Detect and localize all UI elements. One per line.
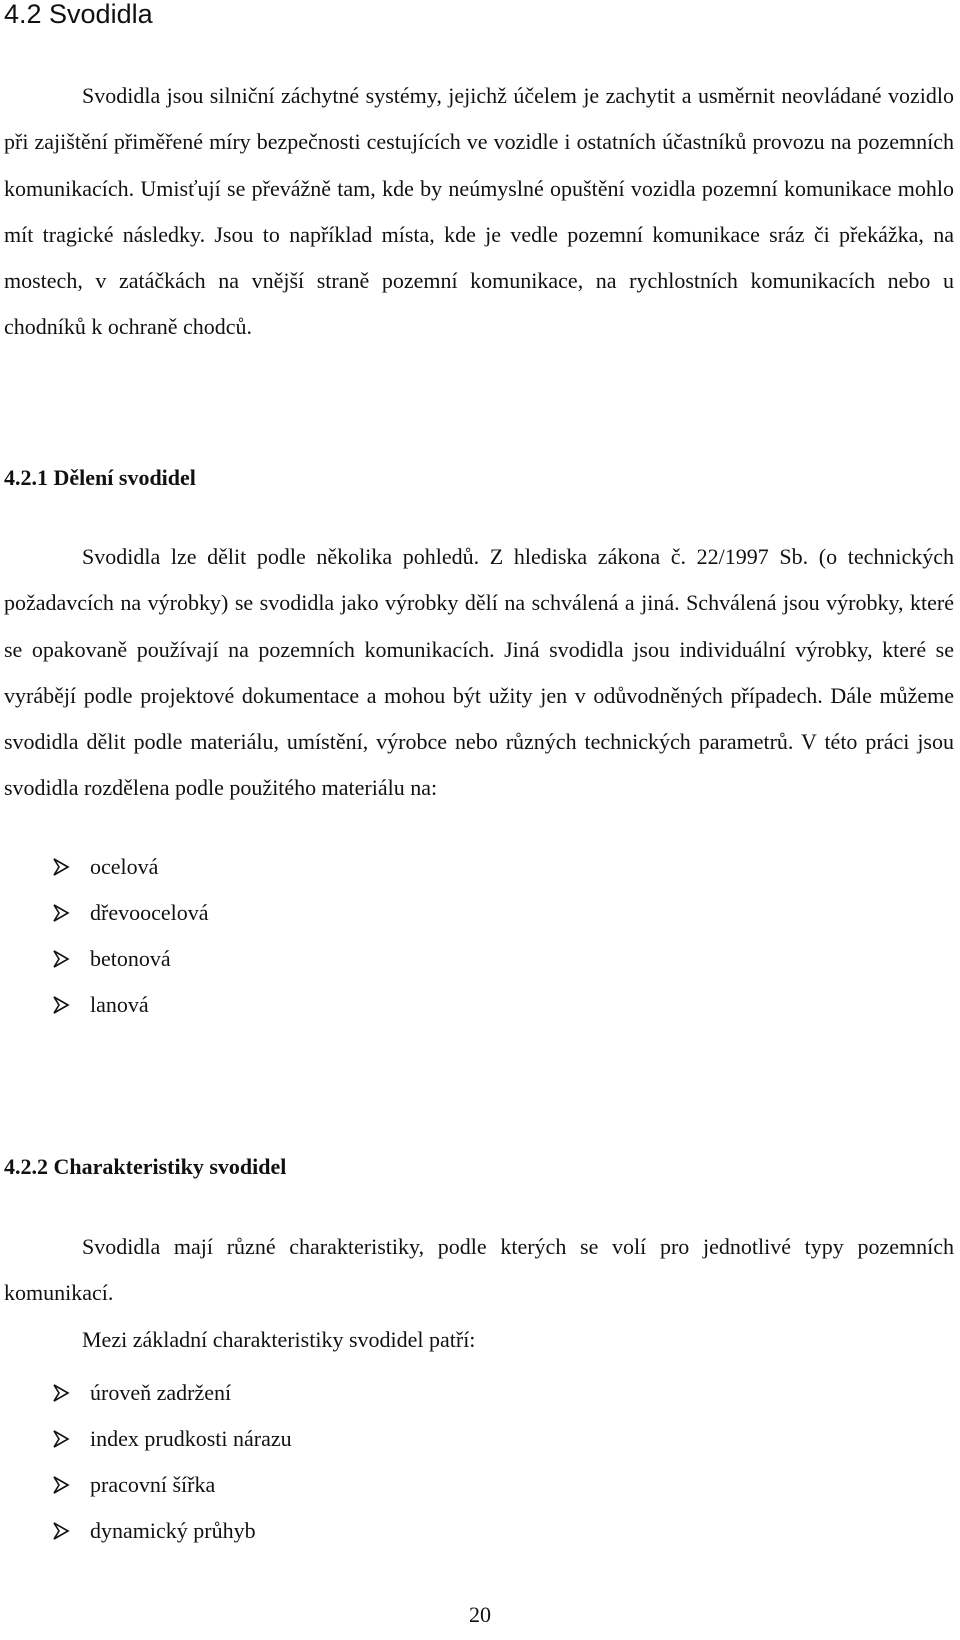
page-number: 20	[469, 1602, 491, 1627]
list-item-label: pracovní šířka	[90, 1472, 216, 1497]
arrowhead-bullet-icon	[52, 1430, 70, 1448]
list-item-label: betonová	[90, 946, 171, 971]
arrowhead-bullet-icon	[52, 1384, 70, 1402]
list-item-label: ocelová	[90, 854, 159, 879]
list-item-label: index prudkosti nárazu	[90, 1426, 292, 1451]
arrowhead-bullet-icon	[52, 950, 70, 968]
arrowhead-bullet-icon	[52, 1522, 70, 1540]
section-heading: 4.2 Svodidla	[4, 0, 153, 29]
subsection-division-paragraph: Svodidla lze dělit podle několika pohledů. Z hlediska zákona č. 22/1997 Sb. (o technických požadavcích na výrobky) se svodidla jako výrobky dělí na schválená a jiná. Schválená jsou výrobky, které se opakovaně používají na pozemních komunikacích. Jiná svodidla jsou individuální výrobky, které se vyrábějí podle projektové dokumentace a mohou být užity jen v odůvodněných případech. Dále můžeme svodidla dělit podle materiálu, umístění, výrobce nebo různých technických parametrů. V této práci jsou svodidla rozdělena podle použitého materiálu na:	[4, 544, 954, 801]
subsection-characteristics-lead: Mezi základní charakteristiky svodidel patří:	[82, 1327, 476, 1352]
subsection-characteristics-paragraph: Svodidla mají různé charakteristiky, podle kterých se volí pro jednotlivé typy pozemních komunikací.	[4, 1234, 954, 1306]
arrowhead-bullet-icon	[52, 904, 70, 922]
section-intro-paragraph: Svodidla jsou silniční záchytné systémy, jejichž účelem je zachytit a usměrnit neovládané vozidlo při zajištění přiměřené míry bezpečnosti cestujících ve vozidle i ostatních účastníků provozu na pozemních komunikacích. Umisťují se převážně tam, kde by neúmyslné opuštění vozidla pozemní komunikace mohlo mít tragické následky. Jsou to například místa, kde je vedle pozemní komunikace sráz či překážka, na mostech, v zatáčkách na vnější straně pozemní komunikace, na rychlostních komunikacích nebo u chodníků k ochraně chodců.	[4, 83, 954, 340]
list-item-label: dřevoocelová	[90, 900, 209, 925]
arrowhead-bullet-icon	[52, 996, 70, 1014]
list-item-label: dynamický průhyb	[90, 1518, 256, 1543]
list-item-label: úroveň zadržení	[90, 1380, 232, 1405]
list-item-label: lanová	[90, 992, 149, 1017]
arrowhead-bullet-icon	[52, 1476, 70, 1494]
arrowhead-bullet-icon	[52, 858, 70, 876]
subsection-heading-division: 4.2.1 Dělení svodidel	[4, 465, 196, 490]
subsection-heading-characteristics: 4.2.2 Charakteristiky svodidel	[4, 1154, 287, 1179]
